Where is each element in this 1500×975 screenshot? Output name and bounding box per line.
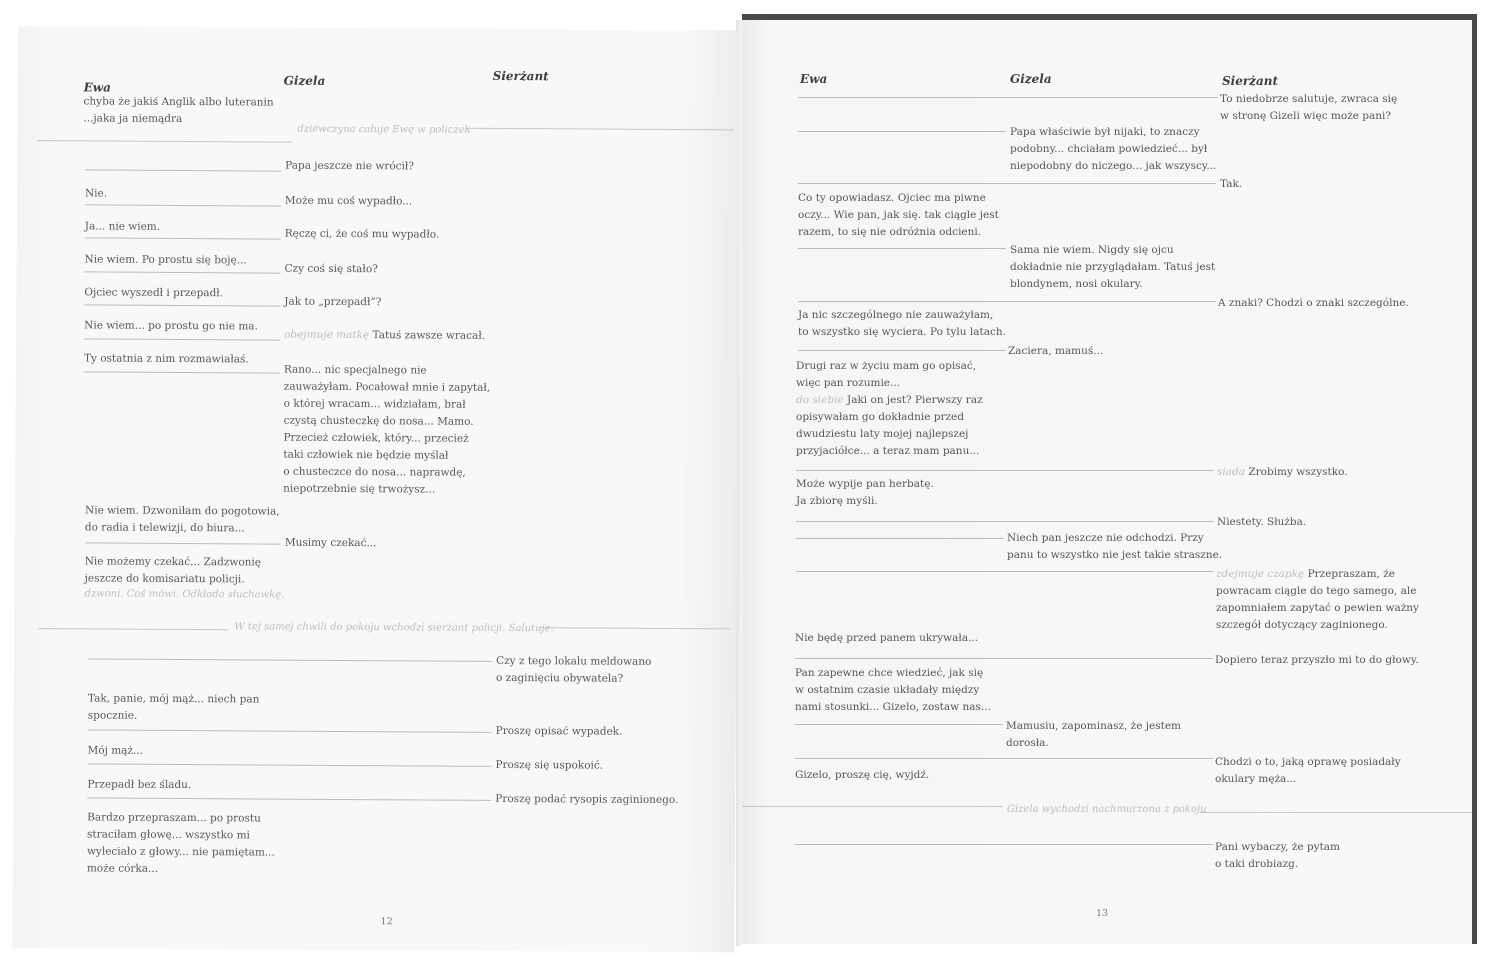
cue-line [88, 658, 492, 661]
stage-rule [37, 140, 292, 143]
stage-direction: siada [1217, 466, 1245, 478]
stage-rule [38, 628, 228, 630]
column-header-gizela: Gizela [1010, 72, 1052, 86]
sierzant-line: Chodzi o to, jaką oprawę posiadały okulary męża... [1215, 756, 1401, 785]
gizela-line: Papa właściwie był nijaki, to znaczy podobny... chciałam powiedzieć... był niepodobny do niczego... jak wszyscy... [1010, 126, 1217, 172]
cue-line [87, 763, 491, 766]
cue-line [798, 301, 1216, 302]
cue-line [87, 797, 491, 800]
ewa-line: Pan zapewne chce wiedzieć, jak się w ostatnim czasie układały między nami stosunki... Gizelo, zostaw nas... [795, 667, 991, 713]
ewa-line-text: Jaki on jest? Pierwszy raz opisywałam go dokładnie przed dwudziestu laty mojej najlepszej przyjaciółce... a teraz mam panu... [796, 394, 983, 457]
cue-line [798, 248, 1006, 249]
ewa-line: Ty ostatnia z nim rozmawiałaś. [83, 352, 249, 366]
ewa-line: Drugi raz w życiu mam go opisać, więc pan rozumie... [796, 360, 977, 389]
stage-direction: obejmuje matkę [284, 328, 370, 342]
sierzant-line: Dopiero teraz przyszło mi to do głowy. [1215, 654, 1419, 666]
stage-rule [538, 627, 730, 629]
sierzant-line: Pani wybaczy, że pytam o taki drobiazg. [1215, 841, 1341, 870]
ewa-line: Gizelo, proszę cię, wyjdź. [795, 769, 930, 781]
sierzant-line: powracam ciągle do tego samego, ale zapomniałem zapytać o pewien ważny szczegół dotyczący zaginionego. [1216, 585, 1419, 631]
cue-line [798, 131, 1006, 132]
sierzant-line: Proszę opisać wypadek. [495, 724, 623, 738]
page-number: 13 [1096, 908, 1109, 919]
cue-line [795, 758, 1213, 759]
cue-line [85, 169, 281, 171]
ewa-line: Nie. [84, 187, 108, 200]
gizela-line-text: Tatuś zawsze wracał. [369, 329, 486, 342]
column-header-gizela: Gizela [283, 73, 326, 88]
gizela-line: Może mu coś wypadło... [284, 194, 413, 208]
ewa-line: Nie wiem. Po prostu się boję... [84, 253, 247, 267]
cue-line [796, 521, 1214, 522]
sierzant-line: Niestety. Służba. [1217, 516, 1307, 528]
cue-line [796, 571, 1214, 572]
column-header-ewa: Ewa [83, 80, 111, 95]
column-header-sierzant: Sierżant [492, 68, 549, 84]
gizela-line: Czy coś się stało? [284, 262, 378, 276]
sierzant-line: A znaki? Chodzi o znaki szczególne. [1218, 297, 1409, 309]
sierzant-line-text: Zrobimy wszystko. [1245, 466, 1348, 478]
ewa-line: Bardzo przepraszam... po prostu straciłam głowę... wszystko mi wyleciało z głowy... nie pamiętam... może córka... [86, 811, 275, 875]
stage-rule [738, 806, 1003, 807]
stage-direction-phone: dzwoni. Coś mówi. Odkłada słuchawkę. [84, 588, 285, 601]
cue-line [88, 729, 492, 732]
gizela-line: Zaciera, mamuś... [1008, 345, 1104, 357]
gizela-line: Mamusiu, zapominasz, że jestem dorosła. [1006, 720, 1182, 749]
cue-line [84, 371, 280, 373]
stage-rule [465, 128, 733, 131]
cue-line [798, 97, 1218, 98]
ewa-line-with-stage [796, 392, 983, 460]
column-header-sierzant: Sierżant [1222, 74, 1279, 88]
gizela-line: Jak to „przepadł”? [284, 295, 382, 309]
ewa-line: Przepadł bez śladu. [87, 778, 192, 792]
column-header-ewa: Ewa [800, 72, 828, 86]
ewa-line: Może wypije pan herbatę. Ja zbiorę myśli. [796, 478, 934, 507]
cue-line [796, 470, 1214, 471]
right-page [738, 20, 1472, 944]
cue-line [84, 271, 280, 273]
cue-line [798, 350, 1006, 351]
left-page [12, 26, 740, 952]
ewa-line: Nie wiem. Dzwoniłam do pogotowia, do radia i telewizji, do biura... [84, 504, 280, 535]
sierzant-line: Tak. [1220, 178, 1243, 190]
gizela-line: Sama nie wiem. Nigdy się ojcu dokładnie nie przyglądałam. Tatuś jest blondynem, nosi okulary. [1010, 244, 1216, 290]
sierzant-line: Czy z tego lokalu meldowano o zaginięciu obywatela? [495, 654, 652, 685]
cue-line [795, 658, 1213, 659]
cue-line [85, 237, 281, 239]
gizela-line: Musimy czekać... [284, 536, 377, 550]
cue-line [796, 538, 1004, 539]
ewa-line: Nie możemy czekać... Zadzwonię jeszcze do komisariatu policji. [84, 555, 262, 586]
stage-direction-enter: W tej samej chwili do pokoju wchodzi sierżant policji. Salutuje. [234, 621, 554, 635]
ewa-line: chyba że jakiś Anglik albo luteranin ...jaka ja niemądra [83, 95, 274, 126]
gizela-line: Niech pan jeszcze nie odchodzi. Przy panu to wszystko nie jest takie straszne. [1007, 532, 1223, 561]
page-number: 12 [380, 916, 393, 928]
ewa-line: Co ty opowiadasz. Ojciec ma piwne oczy... Wie pan, jak się. tak ciągle jest razem, to się nie odróżnia odcieni. [798, 192, 999, 238]
cue-line [85, 542, 281, 544]
cue-line [84, 304, 280, 306]
ewa-line: Ja... nie wiem. [84, 220, 161, 233]
ewa-line: Mój mąż... [87, 744, 144, 757]
sierzant-line-text: Przepraszam, że [1304, 568, 1395, 580]
cue-line [798, 183, 1216, 184]
sierzant-line-with-stage [1216, 566, 1395, 583]
stage-direction-exit: Gizela wychodzi nachmurzona z pokoju [1007, 804, 1207, 815]
cue-line [795, 724, 1003, 725]
ewa-line: Nie wiem... po prostu go nie ma. [84, 319, 258, 333]
ewa-line: Ojciec wyszedł i przepadł. [84, 286, 224, 300]
stage-direction: zdejmuje czapkę [1216, 568, 1305, 580]
stage-direction-kiss: dziewczyna całuje Ewę w policzek [297, 123, 471, 136]
cue-line [85, 204, 281, 206]
gizela-line-with-stage [284, 327, 485, 345]
stage-rule [1200, 812, 1472, 813]
ewa-line: Nie będę przed panem ukrywała... [795, 632, 979, 644]
sierzant-line-with-stage [1217, 464, 1348, 481]
sierzant-line: Proszę podać rysopis zaginionego. [495, 792, 679, 807]
ewa-line: Ja nic szczególnego nie zauważyłam, to wszystko się wyciera. Po tylu latach. [798, 309, 1006, 338]
cue-line [84, 338, 280, 340]
gizela-line: Papa jeszcze nie wrócił? [285, 159, 414, 173]
ewa-line: Tak, panie, mój mąż... niech pan spocznie. [87, 692, 260, 722]
sierzant-line: Proszę się uspokoić. [495, 758, 604, 772]
stage-direction: do siebie [796, 394, 844, 406]
gizela-line: Rano... nic specjalnego nie zauważyłam. Pocałował mnie i zapytał, o której wracam... widziałam, brał czystą chusteczkę do nosa... Mamo. Przecież człowiek, który... przecież taki człowiek nie będzie myślał o chusteczce do nosa... naprawdę, niepotrzebnie się trwożysz... [283, 363, 491, 496]
gizela-line: Ręczę ci, że coś mu wypadło. [284, 227, 440, 241]
sierzant-line: To niedobrze salutuje, zwraca się w stronę Gizeli więc może pani? [1220, 93, 1398, 122]
cue-line [795, 844, 1213, 845]
